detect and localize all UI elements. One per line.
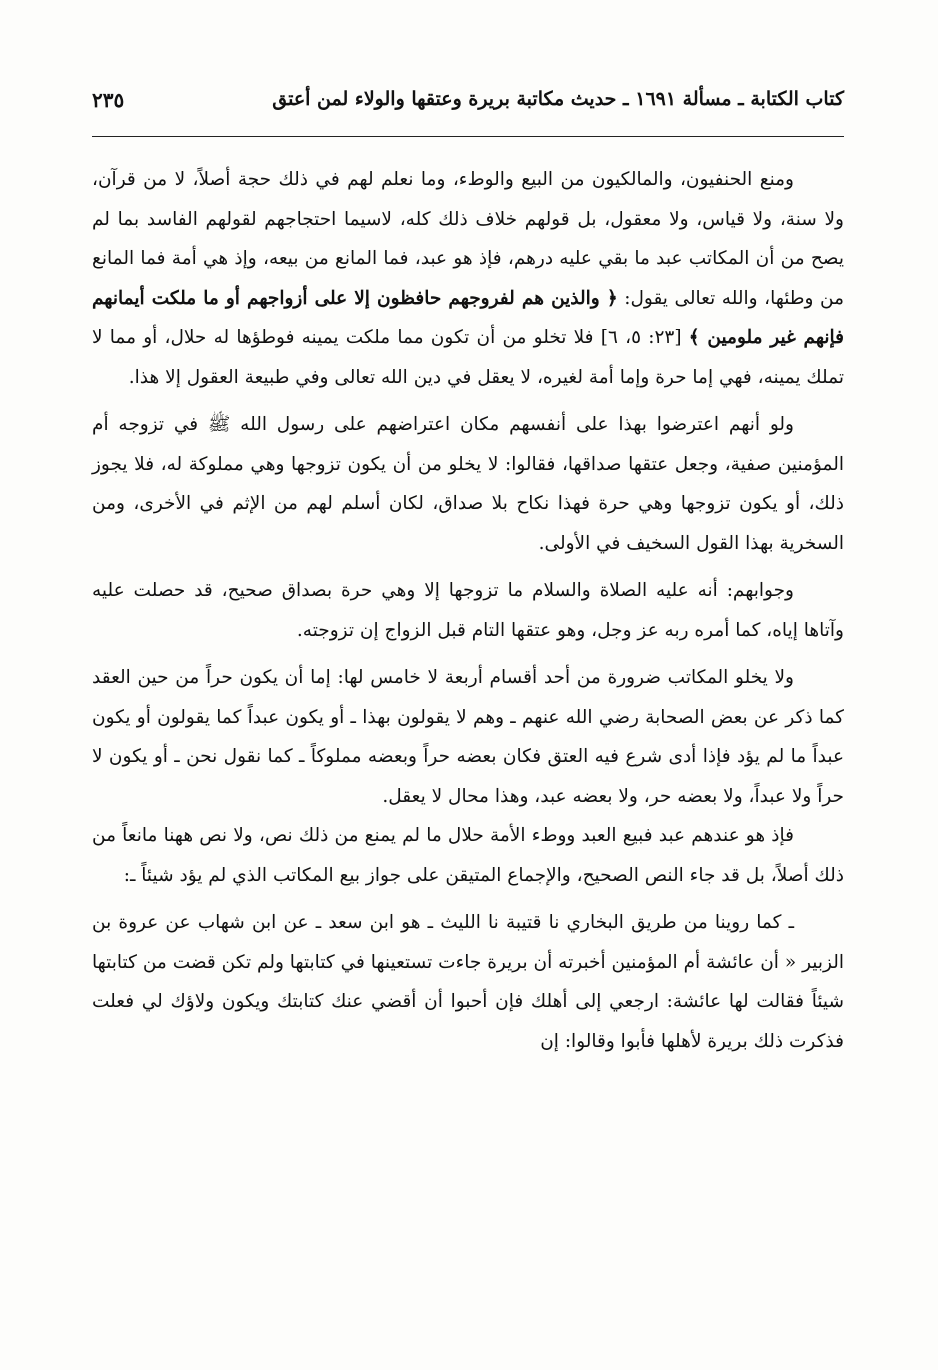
paragraph-1-continuation: [٢٣: ٥، ٦] فلا تخلو من أن تكون مما ملكت يمينه فوطؤها له حلال، أو مما لا تملك يمينه، فهي إما حرة وإما أمة لغيره، لا يعقل في دين الله تعالى وفي طبيعة العقول إلا هذا.: [92, 327, 844, 388]
paragraph-1-text: ومنع الحنفيون، والمالكيون من البيع والوطء، وما نعلم لهم في ذلك حجة أصلاً، لا من قرآن، ولا سنة، ولا قياس، ولا معقول، بل قولهم خلاف ذلك كله، لاسيما احتجاجهم لقولهم الفاسد بما لم يصح من أن المكاتب عبد ما بقي عليه درهم، فإذ هو عبد، فما المانع من بيعه، وإذ هي أمة فما المانع من وطئها، والله تعالى يقول:: [92, 169, 845, 309]
paragraph-5: فإذ هو عندهم عبد فبيع العبد ووطء الأمة حلال ما لم يمنع من ذلك نص، ولا نص ههنا مانعاً من ذلك أصلاً، بل قد جاء النص الصحيح، والإجماع المتيقن على جواز بيع المكاتب الذي لم يؤد شيئاً ـ:: [92, 825, 844, 886]
main-text: [92, 160, 844, 1069]
page-number: ٢٣٥: [92, 88, 125, 112]
paragraph-6: ـ كما روينا من طريق البخاري نا قتيبة نا الليث ـ هو ابن سعد ـ عن ابن شهاب عن عروة بن الزبير « أن عائشة أم المؤمنين أخبرته أن بريرة جاءت تستعينها في كتابتها ولم تكن قضت من كتابتها شيئاً فقالت لها عائشة: ارجعي إلى أهلك فإن أحبوا أن أقضي عنك كتابتك ويكون ولاؤك لي فعلت فذكرت ذلك بريرة لأهلها فأبوا وقالوا: إن: [92, 912, 844, 1052]
page-header: [92, 88, 844, 124]
paragraph-3: وجوابهم: أنه عليه الصلاة والسلام ما تزوجها إلا وهي حرة بصداق صحيح، قد حصلت عليه وآتاها إياه، كما أمره ربه عز وجل، وهو عتقها التام قبل الزواج إن تزوجته.: [92, 580, 844, 641]
paragraph-1: [92, 160, 844, 397]
paragraph-4: ولا يخلو المكاتب ضرورة من أحد أقسام أربعة لا خامس لها: إما أن يكون حراً من حين العقد كما ذكر عن بعض الصحابة رضي الله عنهم ـ وهم لا يقولون بهذا ـ أو يكون عبداً كما يقولون أو يكون عبداً ما لم يؤد فإذا أدى شرع فيه العتق فكان بعضه حراً وبعضه مملوكاً ـ كما نقول نحن ـ أو يكون لا حراً ولا عبداً، ولا بعضه حر، ولا بعضه عبد، وهذا محال لا يعقل.: [92, 667, 844, 807]
quran-verse: ﴿ والذين هم لفروجهم حافظون إلا على أزواجهم أو ما ملكت أيمانهم فإنهم غير ملومين ﴾: [92, 287, 844, 348]
running-title: كتاب الكتابة ـ مسألة ١٦٩١ ـ حديث مكاتبة بريرة وعتقها والولاء لمن أعتق: [272, 88, 844, 110]
header-rule: [92, 136, 844, 137]
paragraph-2: ولو أنهم اعترضوا بهذا على أنفسهم مكان اعتراضهم على رسول الله ﷺ في تزوجه أم المؤمنين صفية، وجعل عتقها صداقها، فقالوا: لا يخلو من أن يكون تزوجها وهي مملوكة له، فلا يجوز ذلك، أو يكون تزوجها وهي حرة فهذا نكاح بلا صداق، لكان أسلم لهم من الإثم في الأخرى، ومن السخرية بهذا القول السخيف في الأولى.: [92, 414, 844, 554]
